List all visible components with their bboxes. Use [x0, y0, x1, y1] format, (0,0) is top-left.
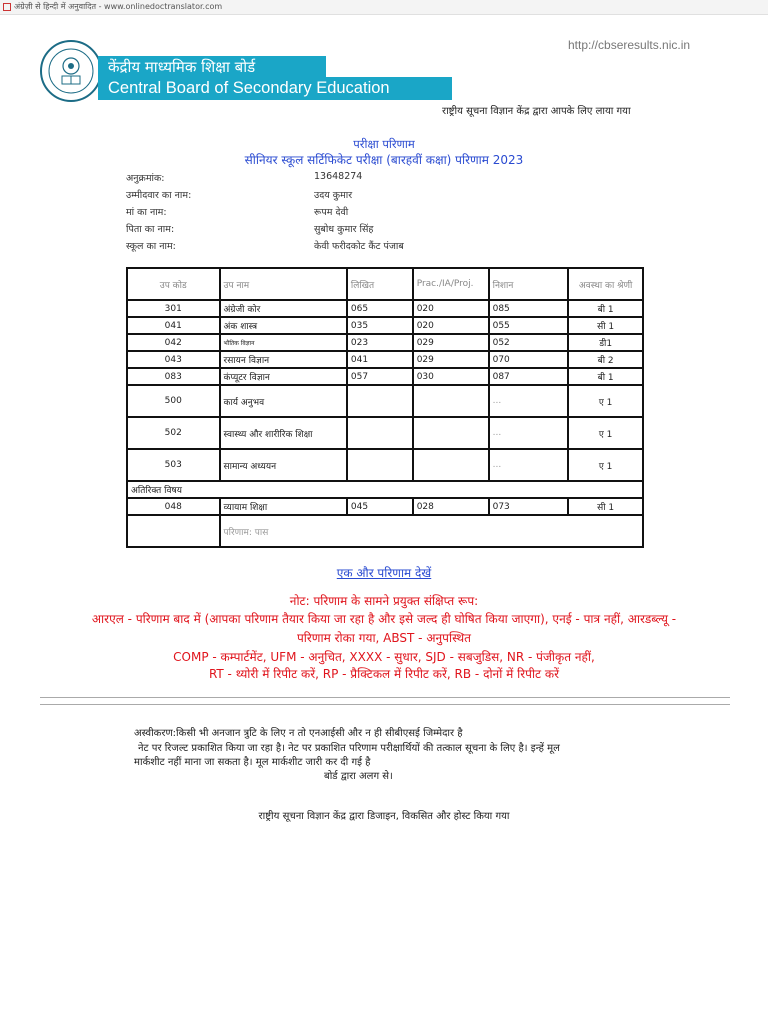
header-practical: Prac./IA/Proj. [413, 268, 489, 300]
theory-marks: 035 [347, 317, 413, 334]
total-marks: 087 [489, 368, 569, 385]
additional-subject-row [127, 481, 643, 498]
sub-code: 041 [127, 317, 220, 334]
total-marks: 073 [489, 498, 569, 515]
grade: ए 1 [568, 449, 643, 481]
grade: ए 1 [568, 385, 643, 417]
sub-code: 502 [127, 417, 220, 449]
translator-link[interactable]: अंग्रेज़ी से हिन्दी में अनुवादित - www.onlinedoctranslator.com [14, 2, 223, 11]
another-result-section [0, 564, 768, 581]
site-url[interactable]: http://cbseresults.nic.in [568, 38, 691, 52]
table-header-row [127, 268, 643, 300]
grade: डी1 [568, 334, 643, 351]
theory-marks: 057 [347, 368, 413, 385]
nic-tagline: राष्ट्रीय सूचना विज्ञान केंद्र द्वारा आपके लिए लाया गया [442, 106, 631, 117]
result-status: परिणाम: पास [220, 515, 643, 547]
practical-marks: 020 [413, 300, 489, 317]
theory-marks: 023 [347, 334, 413, 351]
school-name-value: केवी फरीदकोट कैंट पंजाब [314, 241, 404, 252]
sub-code: 503 [127, 449, 220, 481]
hindi-board-title-text: केंद्रीय माध्यमिक शिक्षा बोर्ड [108, 58, 256, 76]
theory-marks: 065 [347, 300, 413, 317]
disclaimer-line: मार्कशीट नहीं माना जा सकता है। मूल मार्कशीट जारी कर दी गई है [134, 757, 371, 768]
result-row [127, 515, 643, 547]
grade: सी 1 [568, 317, 643, 334]
total-marks: ... [489, 449, 569, 481]
theory-marks: 045 [347, 498, 413, 515]
note-heading: नोट: परिणाम के सामने प्रयुक्त संक्षिप्त रूप: [289, 594, 479, 608]
table-row [127, 449, 643, 481]
grade: बी 1 [568, 368, 643, 385]
sub-name: कार्य अनुभव [220, 385, 347, 417]
header-marks: निशान [489, 268, 569, 300]
father-name-value: सुबोध कुमार सिंह [314, 224, 374, 235]
roll-no-label: अनुक्रमांक: [126, 173, 165, 184]
theory-marks: 041 [347, 351, 413, 368]
header-sub-name: उप नाम [220, 268, 347, 300]
grade: ए 1 [568, 417, 643, 449]
table-row [127, 385, 643, 417]
header-grade: अवस्था का श्रेणी [568, 268, 643, 300]
candidate-name-value: उदय कुमार [314, 190, 353, 201]
divider [40, 697, 730, 705]
hindi-board-title [98, 56, 326, 78]
table-row [127, 368, 643, 385]
translate-icon [3, 3, 11, 11]
total-marks: ... [489, 385, 569, 417]
another-result-link[interactable]: एक और परिणाम देखें [336, 566, 432, 580]
total-marks: 052 [489, 334, 569, 351]
table-row [127, 351, 643, 368]
total-marks: 070 [489, 351, 569, 368]
theory-marks [347, 449, 413, 481]
cbse-emblem-icon [38, 38, 104, 104]
result-heading: परीक्षा परिणाम [353, 137, 415, 151]
total-marks: 055 [489, 317, 569, 334]
theory-marks [347, 385, 413, 417]
theory-marks [347, 417, 413, 449]
note-line: RT - थ्योरी में रिपीट करें, RP - प्रैक्टिकल में रिपीट करें, RB - दोनों में रिपीट करें [208, 667, 560, 681]
sub-name: अंग्रेजी कोर [220, 300, 347, 317]
sub-code: 043 [127, 351, 220, 368]
footer-credit: राष्ट्रीय सूचना विज्ञान केंद्र द्वारा डिजाइन, विकसित और होस्ट किया गया [258, 811, 510, 822]
grade: बी 1 [568, 300, 643, 317]
additional-subject-label: अतिरिक्त विषय [127, 481, 643, 498]
note-line: COMP - कम्पार्टमेंट, UFM - अनुचित, XXXX - सुधार, SJD - सबजुडिस, NR - पंजीकृत नहीं, [173, 650, 595, 664]
disclaimer-line: नेट पर रिजल्ट प्रकाशित किया जा रहा है। नेट पर प्रकाशित परिणाम परीक्षार्थियों की तत्काल सूचना के लिए है। इन्हें मूल [138, 743, 560, 754]
sub-code: 048 [127, 498, 220, 515]
sub-code: 083 [127, 368, 220, 385]
grade: बी 2 [568, 351, 643, 368]
english-board-title [98, 77, 452, 100]
exam-title: सीनियर स्कूल सर्टिफिकेट परीक्षा (बारहवीं कक्षा) परिणाम 2023 [244, 153, 524, 167]
disclaimer-line: अस्वीकरण:किसी भी अनजान त्रुटि के लिए न तो एनआईसी और न ही सीबीएसई जिम्मेदार है [134, 728, 463, 739]
table-row [127, 317, 643, 334]
father-name-label: पिता का नाम: [126, 224, 175, 235]
sub-code: 500 [127, 385, 220, 417]
sub-name: व्यायाम शिक्षा [220, 498, 347, 515]
practical-marks: 029 [413, 351, 489, 368]
table-row [127, 498, 643, 515]
mother-name-value: रूपम देवी [314, 207, 349, 218]
header-sub-code: उप कोड [127, 268, 220, 300]
english-board-title-text: Central Board of Secondary Education [108, 79, 390, 97]
table-row [127, 417, 643, 449]
practical-marks: 028 [413, 498, 489, 515]
table-row [127, 334, 643, 351]
translator-bar [0, 0, 768, 15]
sub-name: सामान्य अध्ययन [220, 449, 347, 481]
disclaimer-line: बोर्ड द्वारा अलग से। [324, 771, 393, 782]
mother-name-label: मां का नाम: [126, 207, 167, 218]
practical-marks [413, 385, 489, 417]
sub-name: अंक शास्त्र [220, 317, 347, 334]
note-line: आरएल - परिणाम बाद में (आपका परिणाम तैयार किया जा रहा है और इसे जल्द ही घोषित किया जाएगा), एनई - पात्र नहीं, आरडब्ल्यू - [91, 612, 677, 626]
note-line: परिणाम रोका गया, ABST - अनुपस्थित [296, 631, 472, 645]
sub-name: रसायन विज्ञान [220, 351, 347, 368]
practical-marks: 029 [413, 334, 489, 351]
roll-no-value: 13648274 [314, 171, 363, 182]
marks-table [126, 267, 644, 548]
sub-name: स्वास्थ्य और शारीरिक शिक्षा [220, 417, 347, 449]
practical-marks: 030 [413, 368, 489, 385]
grade: सी 1 [568, 498, 643, 515]
sub-name: भौतिक विज्ञान [220, 334, 347, 351]
sub-name: कंप्यूटर विज्ञान [220, 368, 347, 385]
header-theory: लिखित [347, 268, 413, 300]
practical-marks [413, 449, 489, 481]
practical-marks: 020 [413, 317, 489, 334]
sub-code: 042 [127, 334, 220, 351]
practical-marks [413, 417, 489, 449]
candidate-name-label: उम्मीदवार का नाम: [126, 190, 192, 201]
school-name-label: स्कूल का नाम: [126, 241, 176, 252]
sub-code: 301 [127, 300, 220, 317]
total-marks: 085 [489, 300, 569, 317]
table-row [127, 300, 643, 317]
result-empty-cell [127, 515, 220, 547]
total-marks: ... [489, 417, 569, 449]
